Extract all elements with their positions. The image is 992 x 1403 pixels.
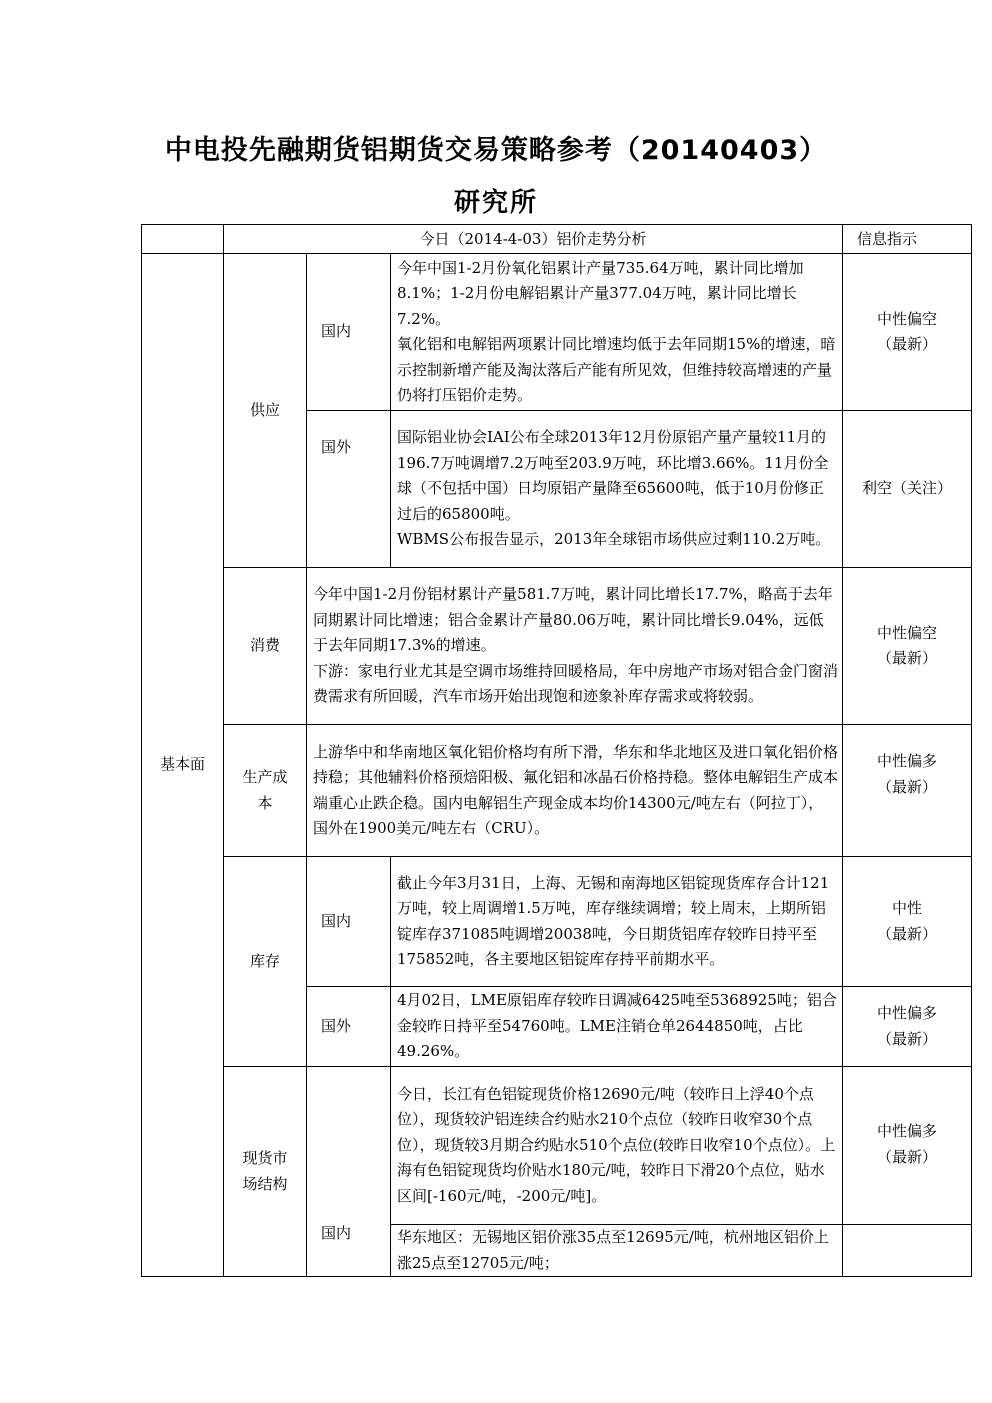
region-foreign: 国外 bbox=[307, 987, 391, 1067]
region-domestic: 国内 bbox=[307, 857, 391, 987]
paragraph: 国际铝业协会IAI公布全球2013年12月份原铝产量产量较11月的196.7万吨调增7.2万吨至203.9万吨，环比增3.66%。11月份全球（不包括中国）日均原铝产量降至65600吨，低于10月份修正过后的65800吨。 bbox=[397, 428, 829, 523]
signal-value: 中性偏多 bbox=[876, 752, 937, 770]
inventory-foreign-signal bbox=[843, 987, 972, 1067]
region-domestic: 国内 bbox=[307, 254, 391, 411]
inventory-domestic-row bbox=[142, 857, 972, 987]
paragraph: 今年中国1-2月份氧化铝累计产量735.64万吨，累计同比增加8.1%；1-2月份电解铝累计产量377.04万吨，累计同比增长7.2%。 bbox=[397, 258, 804, 328]
category-cost-line-1: 生产成 bbox=[242, 768, 288, 786]
signal-note: （最新） bbox=[876, 649, 937, 667]
consumption-row bbox=[142, 568, 972, 725]
inventory-domestic-signal bbox=[843, 857, 972, 987]
signal-value: 中性偏多 bbox=[876, 1122, 937, 1140]
supply-domestic-signal bbox=[843, 254, 972, 411]
category-cost bbox=[224, 725, 307, 857]
paragraph: WBMS公布报告显示，2013年全球铝市场供应过剩110.2万吨。 bbox=[397, 530, 831, 549]
category-inventory: 库存 bbox=[224, 857, 307, 1067]
category-spot-line-2: 场结构 bbox=[242, 1174, 288, 1193]
paragraph: 下游：家电行业尤其是空调市场维持回暖格局，年中房地产市场对铝合金门窗消费需求有所回暖，汽车市场开始出现饱和迹象补库存需求或将较弱。 bbox=[313, 661, 839, 706]
strategy-table bbox=[141, 224, 972, 1277]
signal-note: （最新） bbox=[876, 1147, 937, 1166]
category-spot bbox=[224, 1067, 307, 1277]
category-cost-line-2: 本 bbox=[257, 793, 273, 812]
spot-signal-1 bbox=[843, 1067, 972, 1225]
signal-value: 中性偏空 bbox=[876, 623, 937, 642]
header-row bbox=[142, 225, 972, 254]
category-consumption: 消费 bbox=[224, 568, 307, 725]
spot-row-1 bbox=[142, 1067, 972, 1225]
header-analysis: 今日（2014-4-03）铝价走势分析 bbox=[224, 225, 843, 254]
supply-domestic-text bbox=[391, 254, 843, 411]
cost-text: 上游华中和华南地区氧化铝价格均有所下滑，华东和华北地区及进口氧化铝价格持稳；其他辅料价格预焙阳极、氟化铝和冰晶石价格持稳。整体电解铝生产成本端重心止跌企稳。国内电解铝生产现金成本均价14300元/吨左右（阿拉丁），国外在1900美元/吨左右（CRU）。 bbox=[307, 725, 843, 857]
page-title: 中电投先融期货铝期货交易策略参考（20140403） bbox=[164, 135, 828, 166]
paragraph: 氧化铝和电解铝两项累计同比增速均低于去年同期15%的增速，暗示控制新增产能及淘汰落后产能有所见效，但维持较高增速的产量仍将打压铝价走势。 bbox=[397, 335, 836, 404]
signal-note: （最新） bbox=[876, 1029, 937, 1048]
spot-text-1: 今日，长江有色铝锭现货价格12690元/吨（较昨日上浮40个点位），现货较沪铝连续合约贴水210个点位（较昨日收窄30个点位），现货较3月期合约贴水510个点位(较昨日收窄10个点位）。上海有色铝锭现货均价贴水180元/吨，较昨日下滑20个点位，贴水区间[-160元/吨，-200元/吨]。 bbox=[391, 1067, 843, 1225]
group-fundamentals: 基本面 bbox=[142, 254, 224, 1277]
region-foreign: 国外 bbox=[307, 411, 391, 568]
inventory-domestic-text: 截止今年3月31日，上海、无锡和南海地区铝锭现货库存合计121万吨，较上周调增1.5万吨，库存继续调增；较上周末，上期所铝锭库存371085吨调增20038吨，今日期货铝库存较昨日持平至175852吨，各主要地区铝锭库存持平前期水平。 bbox=[391, 857, 843, 987]
consumption-signal bbox=[843, 568, 972, 725]
supply-foreign-text bbox=[391, 411, 843, 568]
inventory-foreign-text: 4月02日，LME原铝库存较昨日调减6425吨至5368925吨；铝合金较昨日持平至54760吨。LME注销仓单2644850吨，占比49.26%。 bbox=[391, 987, 843, 1067]
signal-note: （最新） bbox=[876, 924, 937, 943]
signal-note: （最新） bbox=[876, 777, 937, 796]
consumption-text bbox=[307, 568, 843, 725]
signal-value: 中性偏多 bbox=[876, 1004, 937, 1022]
signal-value: 中性偏空 bbox=[876, 309, 937, 328]
supply-domestic-row bbox=[142, 254, 972, 411]
signal-value: 中性 bbox=[891, 899, 922, 917]
spot-text-2: 华东地区：无锡地区铝价涨35点至12695元/吨，杭州地区铝价上涨25点至12705元/吨； bbox=[391, 1225, 843, 1277]
paragraph: 今年中国1-2月份铝材累计产量581.7万吨，累计同比增长17.7%，略高于去年同期累计同比增速；铝合金累计产量80.06万吨，累计同比增长9.04%，远低于去年同期17.3%的增速。 bbox=[313, 585, 833, 655]
cost-row bbox=[142, 725, 972, 857]
signal-note: （最新） bbox=[876, 335, 937, 353]
header-signal: 信息指示 bbox=[843, 225, 972, 254]
cost-signal bbox=[843, 725, 972, 857]
category-supply: 供应 bbox=[224, 254, 307, 568]
department-subtitle: 研究所 bbox=[453, 188, 538, 218]
supply-foreign-signal: 利空（关注） bbox=[843, 411, 972, 568]
spot-signal-2 bbox=[843, 1225, 972, 1277]
region-domestic: 国内 bbox=[307, 1067, 391, 1277]
category-spot-line-1: 现货市 bbox=[242, 1149, 288, 1167]
header-empty-cell bbox=[142, 225, 224, 254]
